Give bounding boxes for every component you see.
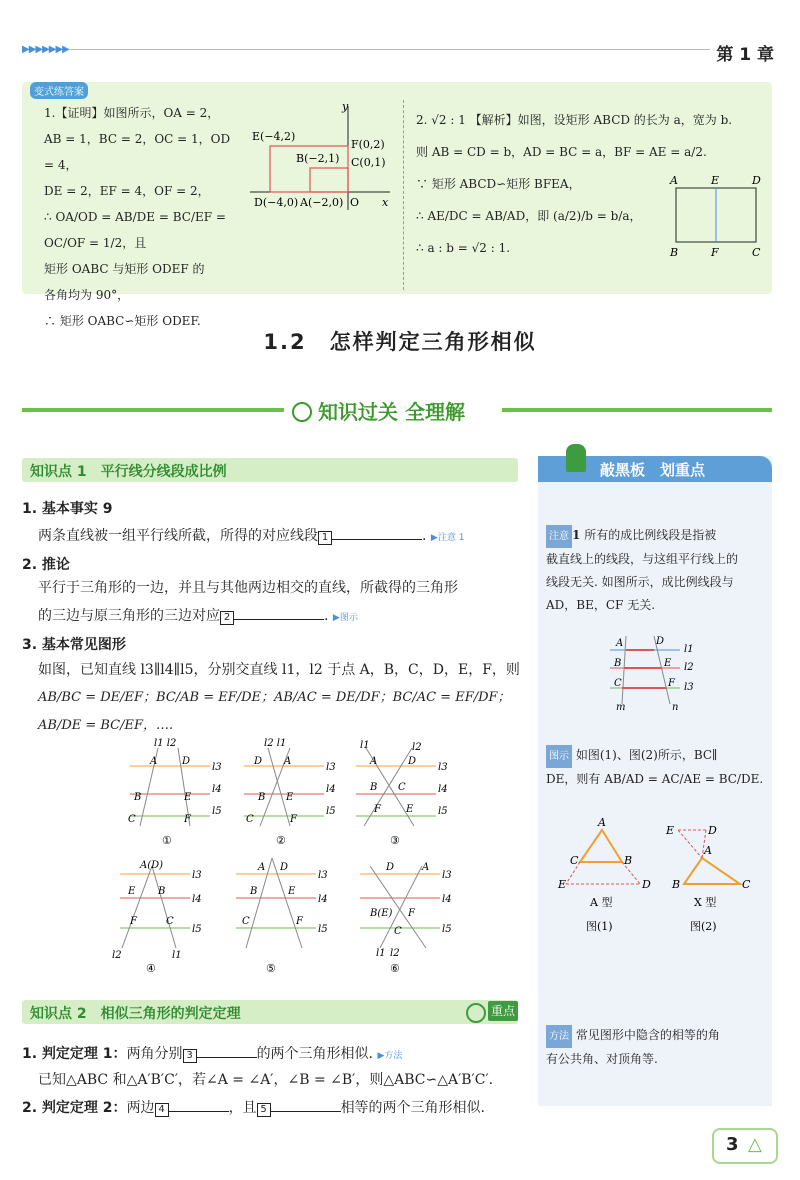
svg-text:E: E	[664, 658, 672, 669]
note-tag-diagram: 图示	[546, 745, 572, 768]
sidebar-note1	[546, 524, 768, 617]
q1-line: ∴ OA/OD = AB/DE = BC/EF = OC/OF = 1/2，且	[44, 210, 226, 250]
fig1-label: E(−4,2)	[252, 130, 296, 143]
kp1-item2-head: 2. 推论	[22, 557, 70, 573]
svg-text:C: C	[398, 782, 406, 793]
svg-text:l5: l5	[438, 806, 448, 817]
svg-text:l2: l2	[390, 948, 400, 959]
kp2-item1-post: 的两个三角形相似.	[256, 1046, 374, 1062]
svg-text:F: F	[290, 814, 297, 825]
note1-line: 截直线上的线段，与这组平行线上的	[546, 552, 739, 566]
note-tag-method: 方法	[546, 1025, 572, 1048]
svg-text:l5: l5	[326, 806, 336, 817]
svg-text:A: A	[598, 816, 606, 829]
svg-text:l3: l3	[318, 870, 328, 881]
figure-4	[112, 860, 202, 975]
figure-caption: ④	[146, 962, 156, 975]
svg-text:A: A	[704, 844, 712, 857]
teacher-icon	[566, 444, 586, 472]
banner-line-left	[22, 408, 284, 412]
note1-line: 线段无关. 如图所示，成比例线段与	[546, 575, 734, 589]
fig2-label: B	[670, 246, 679, 259]
fig2-label: F	[711, 246, 719, 259]
note3-line: 有公共角、对顶角等.	[546, 1052, 658, 1066]
svg-text:A: A	[150, 756, 158, 767]
svg-text:B: B	[672, 878, 681, 891]
q2-line: ∵ 矩形 ABCD∽矩形 BFEA，	[416, 177, 581, 191]
answer-divider	[403, 100, 404, 290]
kp1-item1-body: 两条直线被一组平行线所截，所得的对应线段 1 . ▶注意 1	[38, 522, 518, 552]
fig1-label: B(−2,1)	[296, 152, 340, 165]
kp1-item3-head: 3. 基本常见图形	[22, 637, 126, 653]
svg-text:F: F	[408, 908, 415, 919]
svg-text:D: D	[182, 756, 191, 767]
note1-line: 所有的成比例线段是指被	[584, 528, 717, 542]
figure-caption: ⑥	[390, 962, 400, 975]
svg-text:E: E	[406, 804, 414, 815]
svg-text:D: D	[386, 862, 395, 873]
kp1-item3-formula: AB/BC = DE/EF；BC/AB = EF/DE；AB/AC = DE/DF；BC/AC = EF/DF；AB/DE = BC/EF，….	[38, 690, 511, 733]
refresh-icon	[292, 402, 312, 422]
svg-text:l4: l4	[326, 784, 336, 795]
svg-text:图(2): 图(2)	[690, 920, 717, 933]
note1-line: AD，BE，CF 无关.	[546, 598, 656, 612]
kp2-item2-post: 相等的两个三角形相似.	[340, 1100, 486, 1116]
note1-num: 1	[572, 528, 581, 542]
q1-line: 矩形 OABC 与矩形 ODEF 的	[44, 262, 205, 276]
svg-text:C: C	[570, 854, 579, 867]
svg-text:X 型: X 型	[694, 896, 717, 909]
svg-text:F: F	[130, 916, 137, 927]
svg-text:F: F	[374, 804, 381, 815]
svg-text:l1: l1	[684, 644, 694, 655]
svg-text:D: D	[642, 878, 651, 891]
kp2-item2-head: 2. 判定定理 2：	[22, 1100, 127, 1116]
fig1-label: F(0,2)	[351, 138, 385, 151]
svg-text:l5: l5	[442, 924, 452, 935]
fig1-label: D(−4,0)	[254, 196, 299, 209]
svg-text:l3: l3	[212, 762, 222, 773]
kp2-title: 知识点 2 相似三角形的判定定理	[30, 1006, 241, 1022]
note3-line: 常见图形中隐含的相等的角	[575, 1028, 720, 1042]
kp2-item2-mid: ，且	[228, 1100, 257, 1116]
svg-text:A: A	[258, 862, 266, 873]
sidebar-note2	[546, 744, 768, 791]
q1-line: DE = 2，EF = 4，OF = 2，	[44, 184, 210, 198]
kp2-item2-pre: 两边	[126, 1100, 155, 1116]
kp1-item2-text2: 的三边与原三角形的三边对应	[38, 608, 220, 624]
svg-text:E: E	[558, 878, 567, 891]
kp1-item3-text: 如图，已知直线 l3∥l4∥l5，分别交直线 l1，l2 于点 A，B，C，D，E，F，则	[38, 662, 520, 678]
fig1-label: O	[350, 196, 360, 209]
page-number: 3	[726, 1134, 739, 1155]
svg-text:l1: l1	[172, 950, 182, 961]
q1-text	[44, 100, 234, 334]
svg-text:D: D	[254, 756, 263, 767]
svg-text:F: F	[296, 916, 303, 927]
svg-text:A 型: A 型	[590, 896, 613, 909]
kp1-title: 知识点 1 平行线分线段成比例	[30, 464, 227, 480]
kp1-header	[22, 458, 518, 482]
q2-line: ∴ a : b = √2 : 1.	[416, 241, 511, 255]
kp1-item3-body	[38, 656, 528, 740]
svg-text:l2: l2	[112, 950, 122, 961]
svg-text:l3: l3	[326, 762, 336, 773]
banner-title: 知识过关 全理解	[318, 400, 465, 424]
svg-text:B: B	[250, 886, 258, 897]
kp2-item2	[22, 1094, 522, 1122]
x-type-figure	[665, 824, 751, 933]
svg-text:l4: l4	[212, 784, 222, 795]
svg-text:A: A	[370, 756, 378, 767]
parallel-lines-figures	[100, 736, 470, 986]
svg-text:D: D	[656, 636, 665, 647]
svg-text:A: A	[284, 756, 292, 767]
svg-text:l2: l2	[412, 742, 422, 753]
svg-text:C: C	[614, 678, 622, 689]
page-number-box	[712, 1128, 778, 1164]
svg-text:B: B	[614, 658, 622, 669]
svg-text:D: D	[408, 756, 417, 767]
svg-text:l1: l1	[376, 948, 386, 959]
svg-text:C: C	[128, 814, 136, 825]
svg-text:l5: l5	[318, 924, 328, 935]
svg-text:A(D): A(D)	[140, 860, 164, 871]
kp2-item1-example: 已知△ABC 和△A′B′C′，若∠A = ∠A′，∠B = ∠B′，则△ABC∽△A′B′C′.	[38, 1072, 494, 1088]
figure-caption: ⑤	[266, 962, 276, 975]
figure-5	[236, 858, 328, 975]
fig2-label: E	[711, 174, 720, 187]
note1-figure	[600, 630, 710, 712]
note-tag-attention: 注意	[546, 525, 572, 548]
svg-text:C: C	[242, 916, 250, 927]
header-arrows: ▶▶▶▶▶▶▶	[22, 44, 69, 55]
note-link[interactable]: ▶图示	[332, 613, 358, 623]
q2-rectangle-figure	[664, 172, 774, 262]
svg-text:F: F	[668, 678, 675, 689]
fig1-label: y	[342, 100, 349, 113]
svg-text:l4: l4	[442, 894, 452, 905]
answer-blank-2[interactable]	[234, 603, 324, 620]
svg-text:C: C	[166, 916, 174, 927]
svg-text:C: C	[742, 878, 751, 891]
svg-text:D: D	[280, 862, 289, 873]
fig2-label: D	[752, 174, 761, 187]
key-badge: 重点	[488, 1001, 518, 1021]
svg-text:l2: l2	[684, 662, 694, 673]
svg-text:l3: l3	[192, 870, 202, 881]
figure-caption: ②	[276, 834, 286, 847]
q2-line: ∴ AE/DC = AB/AD，即 (a/2)/b = b/a，	[416, 209, 642, 223]
svg-text:l5: l5	[192, 924, 202, 935]
compass-icon: △	[748, 1134, 762, 1155]
section-title: 1.2 怎样判定三角形相似	[263, 330, 537, 354]
svg-text:l1: l1	[360, 740, 370, 751]
figure-3	[356, 740, 448, 847]
svg-text:l5: l5	[212, 806, 222, 817]
target-icon	[466, 1003, 486, 1023]
svg-text:E: E	[288, 886, 296, 897]
svg-text:l4: l4	[192, 894, 202, 905]
figure-caption: ③	[390, 834, 400, 847]
svg-text:B: B	[134, 792, 142, 803]
svg-text:E: E	[666, 824, 675, 837]
svg-text:l4: l4	[438, 784, 448, 795]
svg-text:C: C	[394, 926, 402, 937]
blank-number: 4	[155, 1103, 169, 1117]
svg-text:C: C	[246, 814, 254, 825]
kp2-item1-pre: 两角分别	[126, 1046, 183, 1062]
q1-coordinate-figure	[240, 100, 400, 220]
blank-number: 2	[220, 611, 234, 625]
blank-number: 1	[318, 531, 332, 545]
svg-text:E: E	[286, 792, 294, 803]
note-link[interactable]: ▶方法	[377, 1051, 403, 1061]
fig1-label: A(−2,0)	[300, 196, 344, 209]
kp2-header	[22, 1000, 518, 1024]
note2-figures	[556, 814, 766, 944]
fig2-label: A	[670, 174, 678, 187]
svg-text:B(E): B(E)	[370, 908, 393, 919]
svg-text:l2 l1: l2 l1	[264, 738, 287, 749]
q1-line: 1.【证明】如图所示，OA = 2，	[44, 106, 220, 120]
svg-text:A: A	[422, 862, 430, 873]
a-type-figure	[557, 816, 651, 933]
fig1-label: x	[382, 196, 389, 209]
svg-text:A: A	[616, 638, 624, 649]
q2-line: 2. √2 : 1 【解析】如图，设矩形 ABCD 的长为 a，宽为 b.	[416, 113, 733, 127]
figure-2	[244, 738, 336, 847]
answer-blank-5[interactable]	[271, 1095, 341, 1112]
svg-text:B: B	[158, 886, 166, 897]
note2-line: DE，则有 AB/AD = AC/AE = BC/DE.	[546, 772, 764, 786]
answer-blank-1[interactable]	[332, 523, 422, 540]
svg-text:l1 l2: l1 l2	[154, 738, 177, 749]
note2-line: 如图(1)、图(2)所示，BC∥	[575, 748, 718, 762]
svg-text:n: n	[672, 702, 679, 712]
q1-line: AB = 1，BC = 2，OC = 1，OD = 4，	[44, 132, 231, 172]
q1-line: 各角均为 90°，	[44, 288, 130, 302]
svg-text:图(1): 图(1)	[586, 920, 613, 933]
answer-blank-4[interactable]	[169, 1095, 229, 1112]
kp2-item1-head: 1. 判定定理 1：	[22, 1046, 127, 1062]
header-rule	[70, 49, 710, 50]
fig2-label: C	[752, 246, 761, 259]
q2-line: 则 AB = CD = b，AD = BC = a，BF = AE = a/2.	[416, 145, 707, 159]
kp1-item1-head: 1. 基本事实 9	[22, 501, 113, 517]
figure-6	[360, 862, 452, 975]
figure-caption: ①	[162, 834, 172, 847]
sidebar-note3	[546, 1024, 768, 1071]
figure-1	[128, 738, 222, 847]
banner-line-right	[502, 408, 772, 412]
svg-text:l3: l3	[442, 870, 452, 881]
answer-tag: 变式练答案	[30, 82, 88, 99]
svg-text:D: D	[708, 824, 717, 837]
svg-text:E: E	[184, 792, 192, 803]
svg-text:l3: l3	[684, 682, 694, 693]
note-link[interactable]: ▶注意 1	[430, 533, 465, 543]
sidebar-title: 敲黑板 划重点	[600, 461, 706, 479]
kp1-item1-text: 两条直线被一组平行线所截，所得的对应线段	[38, 528, 318, 544]
chapter-label: 第 1 章	[716, 45, 774, 65]
kp1-item2-text: 平行于三角形的一边，并且与其他两边相交的直线，所截得的三角形	[38, 580, 458, 596]
svg-text:l4: l4	[318, 894, 328, 905]
blank-number: 3	[183, 1049, 197, 1063]
q1-line: ∴ 矩形 OABC∽矩形 ODEF.	[44, 314, 201, 328]
svg-text:B: B	[258, 792, 266, 803]
answer-blank-3[interactable]	[197, 1041, 257, 1058]
fig1-label: C(0,1)	[351, 156, 386, 169]
svg-text:F: F	[184, 814, 191, 825]
svg-text:m: m	[616, 702, 626, 712]
svg-text:B: B	[370, 782, 378, 793]
svg-text:l3: l3	[438, 762, 448, 773]
svg-text:E: E	[128, 886, 136, 897]
blank-number: 5	[257, 1103, 271, 1117]
kp1-item2-body: 平行于三角形的一边，并且与其他两边相交的直线，所截得的三角形 的三边与原三角形的三边对应 2 . ▶图示	[38, 574, 518, 632]
svg-text:B: B	[624, 854, 633, 867]
